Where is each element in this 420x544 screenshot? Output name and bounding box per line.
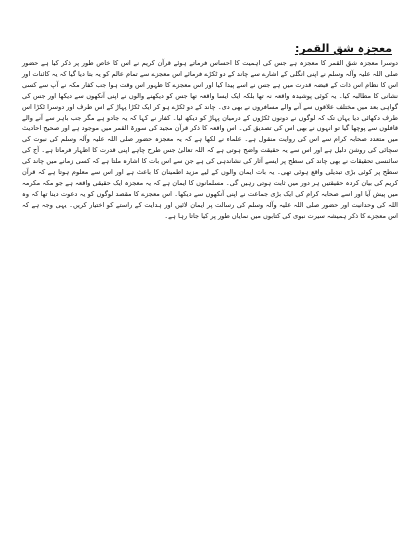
section-heading: معجزہ شق القمر: [294,42,392,55]
body-paragraph: دوسرا معجزہ شق القمر کا معجزہ ہے جس کی اہمیت کا احساس فرماتے ہوئے قرآن کریم نے اس کا خاص طور پر ذکر کیا ہے حضور صلی اللہ علیہ وآلہ وسلم نے اپنی انگلی کے اشارے سے چاند کے دو ٹکڑے فرمائے اس معجزے سے تمام عالم کو یہ بتا دیا گیا کہ یہ کائنات اور اس کا نظام اس ذات کے قبضہ قدرت میں ہے جس نے اسے پیدا کیا اور اس معجزے کا ظہور اس وقت ہوا جب کفار مکہ نے آپ سے کسی نشانی کا مطالبہ کیا۔ یہ کوئی پوشیدہ واقعہ نہ تھا بلکہ ایک ایسا واقعہ تھا جس کو دیکھنے والوں نے اپنی آنکھوں سے دیکھا اور جس کی گواہی بعد میں مختلف علاقوں سے آنے والے مسافروں نے بھی دی۔ چاند کے دو ٹکڑے ہو کر ایک ٹکڑا پہاڑ کے اس طرف اور دوسرا ٹکڑا اس طرف دکھائی دیا یہاں تک کہ لوگوں نے دونوں ٹکڑوں کے درمیان پہاڑ کو دیکھ لیا۔ کفار نے کہا کہ یہ جادو ہے مگر جب باہر سے آنے والے قافلوں سے پوچھا گیا تو انہوں نے بھی اس کی تصدیق کی۔ اس واقعہ کا ذکر قرآن مجید کی سورۃ القمر میں موجود ہے اور صحیح احادیث میں متعدد صحابہ کرام سے اس کی روایت منقول ہے۔ علماء نے لکھا ہے کہ یہ معجزہ حضور صلی اللہ علیہ وآلہ وسلم کی نبوت کی سچائی کی روشن دلیل ہے اور اس سے یہ حقیقت واضح ہوتی ہے کہ اللہ تعالیٰ جس طرح چاہے اپنی قدرت کا اظہار فرماتا ہے۔ آج کی سائنسی تحقیقات نے بھی چاند کی سطح پر ایسے آثار کی نشاندہی کی ہے جن سے اس بات کا اشارہ ملتا ہے کہ کسی زمانے میں چاند کی سطح پر کوئی بڑی تبدیلی واقع ہوئی تھی۔ یہ بات ایمان والوں کے لیے مزید اطمینان کا باعث ہے اور اس سے معلوم ہوتا ہے کہ قرآن کریم کی بیان کردہ حقیقتیں ہر دور میں ثابت ہوتی رہیں گی۔ مسلمانوں کا ایمان ہے کہ یہ معجزہ ایک حقیقی واقعہ ہے جو مکہ مکرمہ میں پیش آیا اور اسے صحابہ کرام کی ایک بڑی جماعت نے اپنی آنکھوں سے دیکھا۔ اس معجزے کا مقصد لوگوں کو یہ دعوت دینا تھا کہ وہ اللہ کی وحدانیت اور حضور صلی اللہ علیہ وآلہ وسلم کی رسالت پر ایمان لائیں اور ہدایت کے راستے کو اختیار کریں۔ یہی وجہ ہے کہ اس معجزے کا ذکر ہمیشہ سیرت نبوی کی کتابوں میں نمایاں طور پر کیا جاتا رہا ہے۔ [22,59,398,220]
